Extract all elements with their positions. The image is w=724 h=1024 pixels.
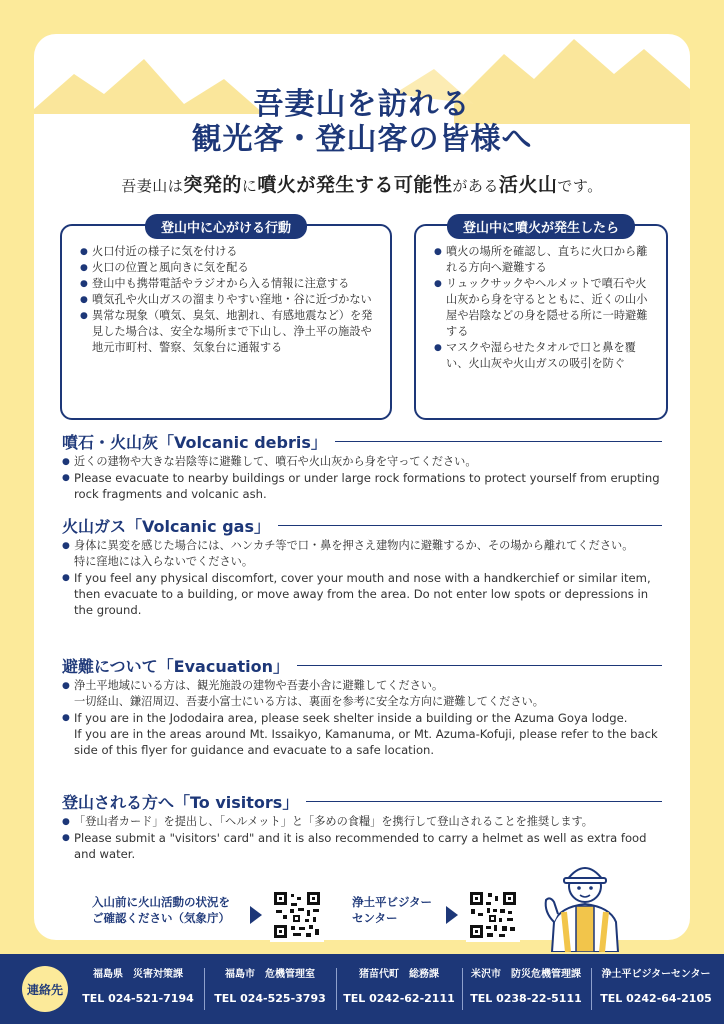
section-title: 火山ガス「Volcanic gas」 [62,517,278,536]
jp-text: ● 身体に異変を感じた場合には、ハンカチ等で口・鼻を押さえ建物内に避難するか、その場から離れてください。 [74,539,634,552]
subtitle [34,170,690,197]
list-item: ● If you feel any physical discomfort, cover your mouth and nose with a handkerchief or similar item, then evacuate to a building, or move away from the area. Do not enter low spots or depressions in the ground. [62,570,662,618]
contact-item [208,968,332,1008]
list-item: ● 噴気孔や火山ガスの溜まりやすい窪地・谷に近づかない [80,292,376,308]
contact-org: 浄土平ビジターセンター [601,969,711,980]
subtitle-part: がある [452,177,499,195]
list-item: ● 噴火の場所を確認し、直ちに火口から離れる方向へ避難する [434,244,654,276]
jp-text: 一切経山、鎌沼周辺、吾妻小富士にいる方は、裏面を参考に安全な方向に避難してください。 [74,695,544,708]
subtitle-part: 吾妻山 [121,177,168,195]
jp-text: ● 浄土平地域にいる方は、観光施設の建物や吾妻小舎に避難してください。 [74,679,444,692]
box-list [62,226,390,356]
contact-item [594,968,718,1008]
contact-item [78,968,198,1008]
section-gas [62,514,662,618]
list-item: ● 近くの建物や大きな岩陰等に避難して、噴石や火山灰から身を守ってください。 [62,454,662,470]
arrow-right-icon [250,906,262,924]
title-block [34,88,690,158]
contact-item [464,968,588,1008]
contact-tel[interactable]: TEL 024-525-3793 [214,992,326,1005]
list-item: ● 登山中も携帯電話やラジオから入る情報に注意する [80,276,376,292]
flyer-card [34,34,690,940]
jp-text: 特に窪地には入らないでください。 [74,555,254,568]
list-item: ● リュックサックやヘルメットで噴石や火山灰から身を守るとともに、近くの山小屋や岩陰などの身を隠せる所に一時避難する [434,276,654,340]
contact-item [340,968,458,1008]
en-text: If you are in the areas around Mt. Issaikyo, Kamanuma, or Mt. Azuma-Kofuji, please refer to the back side of this flyer for guidance and evacuate to a safe location. [74,727,658,757]
box-if-eruption [414,221,668,420]
section-title: 登山される方へ「To visitors」 [62,793,306,812]
contact-org: 福島県 災害対策課 [93,969,183,980]
list-item: ● マスクや湿らせたタオルで口と鼻を覆い、火山灰や火山ガスの吸引を防ぐ [434,340,654,372]
section-debris [62,430,662,502]
subtitle-emphasis: 活火山 [498,174,558,196]
section-evacuation [62,654,662,758]
hiker-icon [540,852,630,952]
contact-org: 福島市 危機管理室 [225,969,315,980]
subtitle-part: に [241,177,258,195]
contact-tel[interactable]: TEL 0242-64-2105 [600,992,712,1005]
qr-caption-line: 入山前に火山活動の状況を [92,895,230,909]
qr-code-icon[interactable] [270,888,324,942]
list-item [62,538,662,570]
contact-tel[interactable]: TEL 024-521-7194 [82,992,194,1005]
box-label: 登山中に心がける行動 [145,214,307,239]
box-label: 登山中に噴火が発生したら [447,214,635,239]
section-title: 噴石・火山灰「Volcanic debris」 [62,433,335,452]
section-title: 避難について「Evacuation」 [62,657,297,676]
divider [204,968,205,1010]
divider [591,968,592,1010]
list-item [62,678,662,710]
subtitle-emphasis: 突発的 [183,174,242,196]
subtitle-part: は [167,177,184,195]
list-item: ● 異常な現象（噴気、臭気、地割れ、有感地震など）を発見した場合は、安全な場所まで下山し、浄土平の施設や地元市町村、警察、気象台に通報する [80,308,376,356]
divider [462,968,463,1010]
title-line-1: 吾妻山を訪れる [253,87,471,122]
list-item: ● 火口の位置と風向きに気を配る [80,260,376,276]
en-text: ● If you are in the Jododaira area, please seek shelter inside a building or the Azuma Goya lodge. [74,711,628,725]
box-list [416,226,666,372]
subtitle-emphasis: 噴火が発生する可能性 [257,174,453,196]
list-item: ● 火口付近の様子に気を付ける [80,244,376,260]
list-item: ● Please submit a "visitors' card" and it is also recommended to carry a helmet as well as extra food and water. [62,830,662,862]
contact-org: 猪苗代町 総務課 [359,969,439,980]
divider [336,968,337,1010]
box-while-climbing [60,221,392,420]
list-item: ● Please evacuate to nearby buildings or under large rock formations to protect yourself from erupting rock fragments and volcanic ash. [62,470,662,502]
qr-caption-visitor-center [352,894,432,926]
contact-tel[interactable]: TEL 0238-22-5111 [470,992,582,1005]
contact-badge: 連絡先 [22,966,68,1012]
contact-tel[interactable]: TEL 0242-62-2111 [343,992,455,1005]
title-line-2: 観光客・登山客の皆様へ [191,121,533,157]
qr-caption-jma [92,894,230,926]
list-item: ● 「登山者カード」を提出し、「ヘルメット」と「多めの食糧」を携行して登山されることを推奨します。 [62,814,662,830]
qr-caption-line: ご確認ください（気象庁） [92,911,230,925]
subtitle-part: です。 [557,177,603,195]
list-item [62,710,662,758]
qr-caption-line: センター [352,911,398,925]
qr-code-icon[interactable] [466,888,520,942]
contact-org: 米沢市 防災危機管理課 [471,969,581,980]
qr-caption-line: 浄土平ビジター [352,895,433,909]
footer-contacts [0,954,724,1024]
arrow-right-icon [446,906,458,924]
